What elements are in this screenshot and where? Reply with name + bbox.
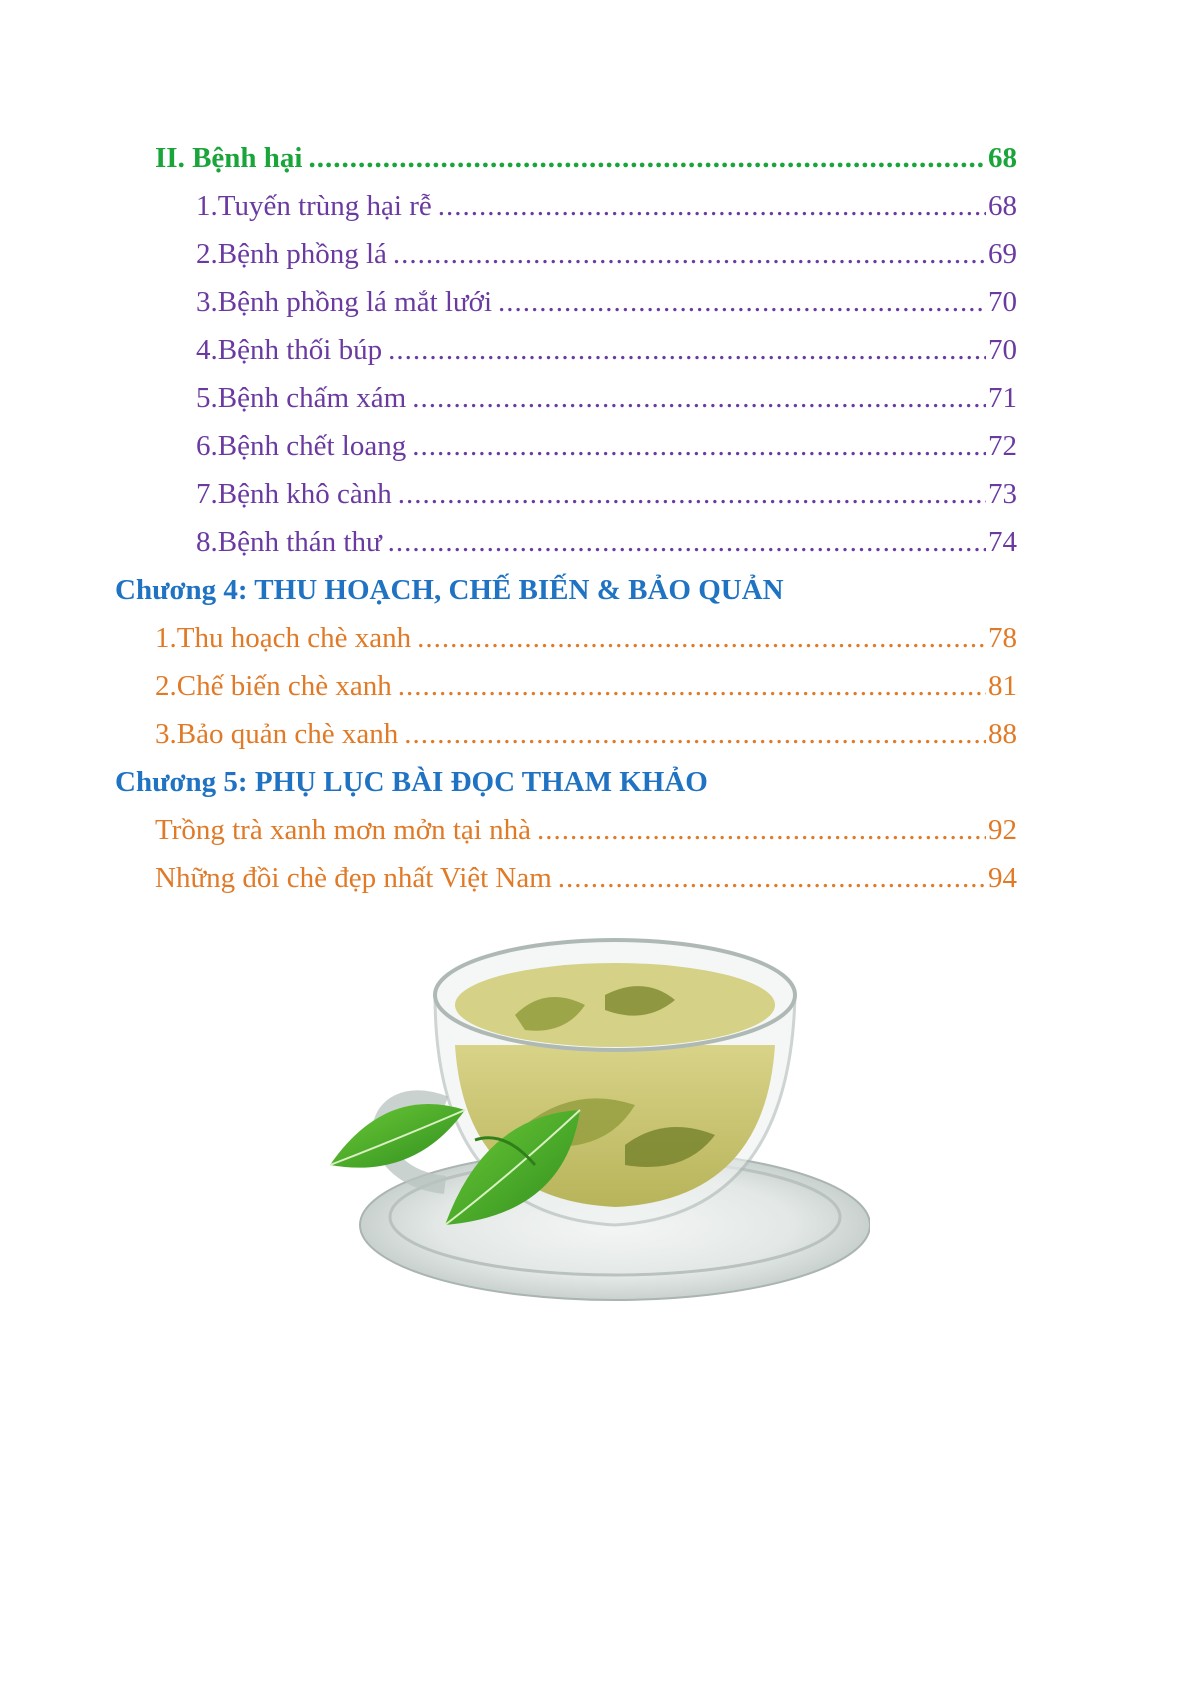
toc-item-title: Bảo quản chè xanh — [176, 718, 399, 750]
toc-leader-dots — [404, 714, 986, 754]
toc-item-number: 7. — [196, 478, 218, 510]
toc-leader-dots — [537, 810, 986, 850]
green-tea-cup-icon — [325, 925, 870, 1315]
toc-page-number: 73 — [988, 478, 1017, 510]
toc-item-title: Tuyến trùng hại rễ — [217, 190, 432, 222]
toc-item-chapter4[interactable] — [155, 666, 1017, 706]
toc-leader-dots — [417, 618, 986, 658]
toc-chapter-5-heading[interactable]: Chương 5: PHỤ LỤC BÀI ĐỌC THAM KHẢO — [115, 766, 708, 798]
toc-item-number: 3. — [155, 718, 177, 750]
toc-leader-dots — [308, 138, 986, 178]
toc-item-disease[interactable] — [196, 474, 1017, 514]
toc-item-number: 2. — [155, 670, 177, 702]
toc-item-title: Bệnh chấm xám — [217, 382, 407, 414]
toc-item-chapter5[interactable] — [155, 810, 1017, 850]
toc-item-chapter5[interactable] — [155, 858, 1017, 898]
toc-page-number: 94 — [988, 862, 1017, 894]
toc-leader-dots — [393, 234, 986, 274]
toc-item-title: Thu hoạch chè xanh — [176, 622, 412, 654]
toc-item-disease[interactable] — [196, 426, 1017, 466]
toc-item-disease[interactable] — [196, 186, 1017, 226]
toc-section-title: II. Bệnh hại — [155, 142, 303, 174]
toc-leader-dots — [438, 186, 986, 226]
toc-page-number: 92 — [988, 814, 1017, 846]
toc-page-number: 70 — [988, 334, 1017, 366]
toc-item-title: Trồng trà xanh mơn mởn tại nhà — [155, 814, 531, 846]
toc-item-number: 1. — [196, 190, 218, 222]
toc-item-title: Bệnh khô cành — [217, 478, 392, 510]
toc-leader-dots — [398, 474, 986, 514]
toc-page-number: 69 — [988, 238, 1017, 270]
toc-item-number: 3. — [196, 286, 218, 318]
toc-item-disease[interactable] — [196, 522, 1017, 562]
toc-item-title: Bệnh thán thư — [217, 526, 382, 558]
toc-item-title: Bệnh chết loang — [217, 430, 407, 462]
toc-page-number: 70 — [988, 286, 1017, 318]
toc-page-number: 74 — [988, 526, 1017, 558]
toc-item-disease[interactable] — [196, 378, 1017, 418]
toc-item-chapter4[interactable] — [155, 714, 1017, 754]
toc-item-title: Bệnh thối búp — [217, 334, 383, 366]
toc-item-disease[interactable] — [196, 234, 1017, 274]
toc-item-chapter4[interactable] — [155, 618, 1017, 658]
toc-section-benh-hai[interactable] — [155, 138, 1017, 178]
toc-page-number: 81 — [988, 670, 1017, 702]
toc-item-number: 8. — [196, 526, 218, 558]
toc-page-number: 78 — [988, 622, 1017, 654]
toc-leader-dots — [498, 282, 986, 322]
toc-page-number: 68 — [988, 142, 1017, 174]
toc-item-number: 4. — [196, 334, 218, 366]
toc-item-title: Chế biến chè xanh — [176, 670, 392, 702]
toc-item-number: 2. — [196, 238, 218, 270]
toc-item-number: 1. — [155, 622, 177, 654]
toc-leader-dots — [398, 666, 986, 706]
toc-page-number: 68 — [988, 190, 1017, 222]
toc-item-title: Bệnh phồng lá — [217, 238, 387, 270]
toc-leader-dots — [412, 378, 986, 418]
toc-item-title: Bệnh phồng lá mắt lưới — [217, 286, 493, 318]
toc-item-disease[interactable] — [196, 282, 1017, 322]
toc-leader-dots — [412, 426, 986, 466]
toc-item-number: 5. — [196, 382, 218, 414]
toc-item-disease[interactable] — [196, 330, 1017, 370]
toc-page-number: 88 — [988, 718, 1017, 750]
toc-leader-dots — [388, 522, 986, 562]
toc-leader-dots — [558, 858, 986, 898]
toc-item-number: 6. — [196, 430, 218, 462]
toc-page-number: 72 — [988, 430, 1017, 462]
toc-page-number: 71 — [988, 382, 1017, 414]
toc-item-title: Những đồi chè đẹp nhất Việt Nam — [155, 862, 552, 894]
toc-leader-dots — [388, 330, 986, 370]
toc-chapter-4-heading[interactable]: Chương 4: THU HOẠCH, CHẾ BIẾN & BẢO QUẢN — [115, 574, 784, 606]
